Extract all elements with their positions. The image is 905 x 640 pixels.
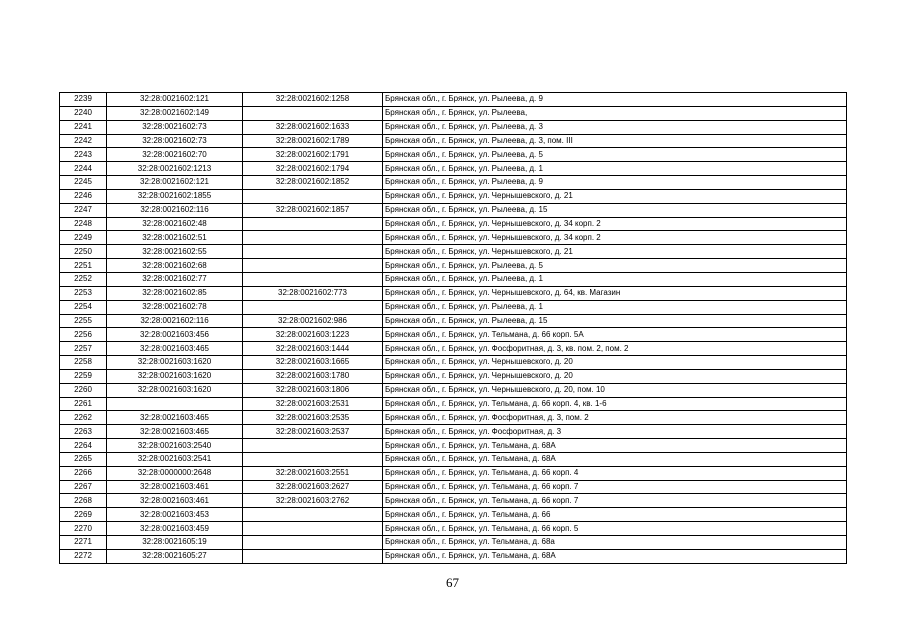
address-cell: Брянская обл., г. Брянск, ул. Тельмана, д. 68А bbox=[383, 452, 847, 466]
cadastral-number-cell: 32:28:0021602:121 bbox=[107, 176, 243, 190]
address-cell: Брянская обл., г. Брянск, ул. Тельмана, д. 68а bbox=[383, 536, 847, 550]
page-number: 67 bbox=[446, 575, 459, 590]
building-cadastral-number-cell bbox=[243, 189, 383, 203]
row-number-cell: 2252 bbox=[60, 272, 107, 286]
row-number-cell: 2254 bbox=[60, 300, 107, 314]
cadastral-number-cell: 32:28:0021602:1855 bbox=[107, 189, 243, 203]
address-cell: Брянская обл., г. Брянск, ул. Чернышевского, д. 20 bbox=[383, 356, 847, 370]
building-cadastral-number-cell: 32:28:0021603:1665 bbox=[243, 356, 383, 370]
building-cadastral-number-cell: 32:28:0021603:2762 bbox=[243, 494, 383, 508]
table-row bbox=[60, 148, 847, 162]
cadastral-number-cell: 32:28:0021603:459 bbox=[107, 522, 243, 536]
table-row bbox=[60, 93, 847, 107]
address-cell: Брянская обл., г. Брянск, ул. Тельмана, д. 66 bbox=[383, 508, 847, 522]
building-cadastral-number-cell bbox=[243, 106, 383, 120]
row-number-cell: 2257 bbox=[60, 342, 107, 356]
building-cadastral-number-cell: 32:28:0021603:1806 bbox=[243, 383, 383, 397]
row-number-cell: 2270 bbox=[60, 522, 107, 536]
table-row bbox=[60, 452, 847, 466]
cadastral-number-cell: 32:28:0021602:55 bbox=[107, 245, 243, 259]
cadastral-number-cell: 32:28:0021603:456 bbox=[107, 328, 243, 342]
table-row bbox=[60, 369, 847, 383]
address-cell: Брянская обл., г. Брянск, ул. Чернышевского, д. 34 корп. 2 bbox=[383, 217, 847, 231]
building-cadastral-number-cell bbox=[243, 272, 383, 286]
address-cell: Брянская обл., г. Брянск, ул. Чернышевского, д. 64, кв. Магазин bbox=[383, 286, 847, 300]
cadastral-number-cell: 32:28:0000000:2648 bbox=[107, 466, 243, 480]
building-cadastral-number-cell bbox=[243, 259, 383, 273]
cadastral-number-cell: 32:28:0021603:1620 bbox=[107, 356, 243, 370]
cadastral-number-cell: 32:28:0021603:465 bbox=[107, 411, 243, 425]
table-row bbox=[60, 397, 847, 411]
row-number-cell: 2253 bbox=[60, 286, 107, 300]
cadastral-number-cell: 32:28:0021602:1213 bbox=[107, 162, 243, 176]
building-cadastral-number-cell: 32:28:0021602:1791 bbox=[243, 148, 383, 162]
address-cell: Брянская обл., г. Брянск, ул. Тельмана, д. 66 корп. 7 bbox=[383, 494, 847, 508]
row-number-cell: 2267 bbox=[60, 480, 107, 494]
address-cell: Брянская обл., г. Брянск, ул. Тельмана, д. 68А bbox=[383, 549, 847, 563]
row-number-cell: 2251 bbox=[60, 259, 107, 273]
row-number-cell: 2271 bbox=[60, 536, 107, 550]
row-number-cell: 2244 bbox=[60, 162, 107, 176]
table-row bbox=[60, 549, 847, 563]
table-row bbox=[60, 203, 847, 217]
building-cadastral-number-cell: 32:28:0021603:2531 bbox=[243, 397, 383, 411]
row-number-cell: 2242 bbox=[60, 134, 107, 148]
building-cadastral-number-cell bbox=[243, 231, 383, 245]
address-cell: Брянская обл., г. Брянск, ул. Тельмана, д. 66 корп. 7 bbox=[383, 480, 847, 494]
table-row bbox=[60, 466, 847, 480]
row-number-cell: 2266 bbox=[60, 466, 107, 480]
cadastral-number-cell: 32:28:0021603:465 bbox=[107, 425, 243, 439]
table-row bbox=[60, 342, 847, 356]
table-row bbox=[60, 217, 847, 231]
cadastral-number-cell: 32:28:0021602:48 bbox=[107, 217, 243, 231]
cadastral-number-cell: 32:28:0021602:116 bbox=[107, 203, 243, 217]
cadastral-number-cell: 32:28:0021603:1620 bbox=[107, 383, 243, 397]
table-row bbox=[60, 120, 847, 134]
address-cell: Брянская обл., г. Брянск, ул. Тельмана, д. 66 корп. 5А bbox=[383, 328, 847, 342]
building-cadastral-number-cell bbox=[243, 300, 383, 314]
cadastral-number-cell: 32:28:0021602:51 bbox=[107, 231, 243, 245]
table-row bbox=[60, 522, 847, 536]
address-cell: Брянская обл., г. Брянск, ул. Тельмана, д. 68А bbox=[383, 439, 847, 453]
cadastral-number-cell: 32:28:0021602:73 bbox=[107, 134, 243, 148]
address-cell: Брянская обл., г. Брянск, ул. Тельмана, д. 66 корп. 4, кв. 1-6 bbox=[383, 397, 847, 411]
cadastral-number-cell bbox=[107, 397, 243, 411]
row-number-cell: 2264 bbox=[60, 439, 107, 453]
table-row bbox=[60, 134, 847, 148]
address-cell: Брянская обл., г. Брянск, ул. Рылеева, д. 3 bbox=[383, 120, 847, 134]
address-cell: Брянская обл., г. Брянск, ул. Рылеева, bbox=[383, 106, 847, 120]
address-cell: Брянская обл., г. Брянск, ул. Фосфоритная, д. 3 bbox=[383, 425, 847, 439]
cadastral-number-cell: 32:28:0021603:461 bbox=[107, 494, 243, 508]
cadastral-number-cell: 32:28:0021602:68 bbox=[107, 259, 243, 273]
cadastral-number-cell: 32:28:0021602:78 bbox=[107, 300, 243, 314]
row-number-cell: 2258 bbox=[60, 356, 107, 370]
row-number-cell: 2240 bbox=[60, 106, 107, 120]
row-number-cell: 2256 bbox=[60, 328, 107, 342]
address-cell: Брянская обл., г. Брянск, ул. Чернышевского, д. 20 bbox=[383, 369, 847, 383]
building-cadastral-number-cell: 32:28:0021602:1633 bbox=[243, 120, 383, 134]
row-number-cell: 2245 bbox=[60, 176, 107, 190]
table-row bbox=[60, 314, 847, 328]
address-cell: Брянская обл., г. Брянск, ул. Рылеева, д. 1 bbox=[383, 162, 847, 176]
cadastral-number-cell: 32:28:0021603:2540 bbox=[107, 439, 243, 453]
cadastral-number-cell: 32:28:0021605:27 bbox=[107, 549, 243, 563]
row-number-cell: 2261 bbox=[60, 397, 107, 411]
address-cell: Брянская обл., г. Брянск, ул. Чернышевского, д. 21 bbox=[383, 245, 847, 259]
building-cadastral-number-cell bbox=[243, 245, 383, 259]
building-cadastral-number-cell bbox=[243, 452, 383, 466]
table-row bbox=[60, 383, 847, 397]
cadastral-number-cell: 32:28:0021603:461 bbox=[107, 480, 243, 494]
building-cadastral-number-cell: 32:28:0021602:1794 bbox=[243, 162, 383, 176]
address-cell: Брянская обл., г. Брянск, ул. Рылеева, д. 15 bbox=[383, 203, 847, 217]
table-row bbox=[60, 259, 847, 273]
row-number-cell: 2241 bbox=[60, 120, 107, 134]
row-number-cell: 2249 bbox=[60, 231, 107, 245]
building-cadastral-number-cell: 32:28:0021602:773 bbox=[243, 286, 383, 300]
table-row bbox=[60, 508, 847, 522]
row-number-cell: 2239 bbox=[60, 93, 107, 107]
cadastral-number-cell: 32:28:0021603:453 bbox=[107, 508, 243, 522]
address-cell: Брянская обл., г. Брянск, ул. Чернышевского, д. 20, пом. 10 bbox=[383, 383, 847, 397]
address-cell: Брянская обл., г. Брянск, ул. Рылеева, д. 5 bbox=[383, 259, 847, 273]
building-cadastral-number-cell: 32:28:0021602:1258 bbox=[243, 93, 383, 107]
table-row bbox=[60, 480, 847, 494]
row-number-cell: 2250 bbox=[60, 245, 107, 259]
building-cadastral-number-cell: 32:28:0021603:2627 bbox=[243, 480, 383, 494]
row-number-cell: 2272 bbox=[60, 549, 107, 563]
row-number-cell: 2262 bbox=[60, 411, 107, 425]
building-cadastral-number-cell bbox=[243, 522, 383, 536]
address-cell: Брянская обл., г. Брянск, ул. Чернышевского, д. 34 корп. 2 bbox=[383, 231, 847, 245]
address-cell: Брянская обл., г. Брянск, ул. Рылеева, д. 9 bbox=[383, 176, 847, 190]
address-cell: Брянская обл., г. Брянск, ул. Тельмана, д. 66 корп. 4 bbox=[383, 466, 847, 480]
building-cadastral-number-cell bbox=[243, 508, 383, 522]
cadastral-number-cell: 32:28:0021603:2541 bbox=[107, 452, 243, 466]
building-cadastral-number-cell: 32:28:0021602:1789 bbox=[243, 134, 383, 148]
row-number-cell: 2243 bbox=[60, 148, 107, 162]
address-cell: Брянская обл., г. Брянск, ул. Рылеева, д. 9 bbox=[383, 93, 847, 107]
address-cell: Брянская обл., г. Брянск, ул. Рылеева, д. 5 bbox=[383, 148, 847, 162]
table-row bbox=[60, 356, 847, 370]
cadastral-number-cell: 32:28:0021602:121 bbox=[107, 93, 243, 107]
registry-table bbox=[59, 92, 847, 564]
row-number-cell: 2259 bbox=[60, 369, 107, 383]
cadastral-number-cell: 32:28:0021602:85 bbox=[107, 286, 243, 300]
table-row bbox=[60, 328, 847, 342]
cadastral-number-cell: 32:28:0021602:73 bbox=[107, 120, 243, 134]
building-cadastral-number-cell: 32:28:0021603:1780 bbox=[243, 369, 383, 383]
building-cadastral-number-cell: 32:28:0021603:1223 bbox=[243, 328, 383, 342]
address-cell: Брянская обл., г. Брянск, ул. Фосфоритная, д. 3, кв. пом. 2, пом. 2 bbox=[383, 342, 847, 356]
row-number-cell: 2263 bbox=[60, 425, 107, 439]
table-row bbox=[60, 176, 847, 190]
table-row bbox=[60, 245, 847, 259]
table-row bbox=[60, 231, 847, 245]
table-row bbox=[60, 106, 847, 120]
row-number-cell: 2246 bbox=[60, 189, 107, 203]
row-number-cell: 2268 bbox=[60, 494, 107, 508]
building-cadastral-number-cell: 32:28:0021603:2537 bbox=[243, 425, 383, 439]
table-row bbox=[60, 286, 847, 300]
building-cadastral-number-cell bbox=[243, 549, 383, 563]
table-row bbox=[60, 272, 847, 286]
row-number-cell: 2265 bbox=[60, 452, 107, 466]
building-cadastral-number-cell bbox=[243, 536, 383, 550]
table-row bbox=[60, 300, 847, 314]
row-number-cell: 2260 bbox=[60, 383, 107, 397]
table-row bbox=[60, 189, 847, 203]
address-cell: Брянская обл., г. Брянск, ул. Рылеева, д. 15 bbox=[383, 314, 847, 328]
building-cadastral-number-cell bbox=[243, 217, 383, 231]
address-cell: Брянская обл., г. Брянск, ул. Тельмана, д. 66 корп. 5 bbox=[383, 522, 847, 536]
address-cell: Брянская обл., г. Брянск, ул. Чернышевского, д. 21 bbox=[383, 189, 847, 203]
table-row bbox=[60, 536, 847, 550]
building-cadastral-number-cell bbox=[243, 439, 383, 453]
row-number-cell: 2255 bbox=[60, 314, 107, 328]
building-cadastral-number-cell: 32:28:0021603:2535 bbox=[243, 411, 383, 425]
cadastral-number-cell: 32:28:0021602:149 bbox=[107, 106, 243, 120]
address-cell: Брянская обл., г. Брянск, ул. Рылеева, д. 1 bbox=[383, 272, 847, 286]
address-cell: Брянская обл., г. Брянск, ул. Рылеева, д. 3, пом. III bbox=[383, 134, 847, 148]
registry-table-body bbox=[60, 93, 847, 564]
cadastral-number-cell: 32:28:0021603:1620 bbox=[107, 369, 243, 383]
table-row bbox=[60, 494, 847, 508]
building-cadastral-number-cell: 32:28:0021602:986 bbox=[243, 314, 383, 328]
row-number-cell: 2269 bbox=[60, 508, 107, 522]
cadastral-number-cell: 32:28:0021602:116 bbox=[107, 314, 243, 328]
address-cell: Брянская обл., г. Брянск, ул. Фосфоритная, д. 3, пом. 2 bbox=[383, 411, 847, 425]
cadastral-number-cell: 32:28:0021603:465 bbox=[107, 342, 243, 356]
table-row bbox=[60, 162, 847, 176]
table-row bbox=[60, 411, 847, 425]
row-number-cell: 2247 bbox=[60, 203, 107, 217]
building-cadastral-number-cell: 32:28:0021602:1852 bbox=[243, 176, 383, 190]
row-number-cell: 2248 bbox=[60, 217, 107, 231]
table-row bbox=[60, 425, 847, 439]
cadastral-number-cell: 32:28:0021602:77 bbox=[107, 272, 243, 286]
cadastral-number-cell: 32:28:0021605:19 bbox=[107, 536, 243, 550]
building-cadastral-number-cell: 32:28:0021602:1857 bbox=[243, 203, 383, 217]
building-cadastral-number-cell: 32:28:0021603:2551 bbox=[243, 466, 383, 480]
table-row bbox=[60, 439, 847, 453]
address-cell: Брянская обл., г. Брянск, ул. Рылеева, д. 1 bbox=[383, 300, 847, 314]
building-cadastral-number-cell: 32:28:0021603:1444 bbox=[243, 342, 383, 356]
cadastral-number-cell: 32:28:0021602:70 bbox=[107, 148, 243, 162]
